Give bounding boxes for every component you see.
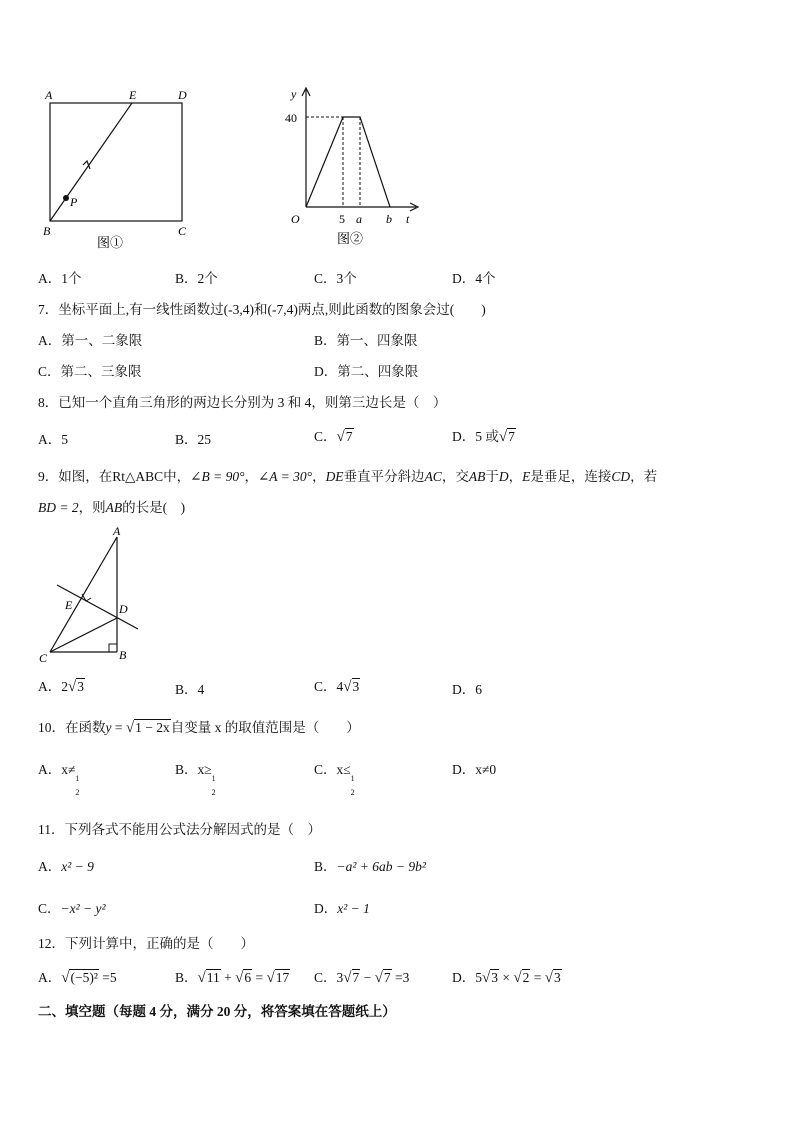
q12-option-b[interactable] <box>175 971 290 986</box>
q10-option-b-label: B．x≥ <box>175 762 212 777</box>
right-angle-b <box>109 644 117 652</box>
figure-1 <box>35 85 205 255</box>
q9-d: D <box>498 469 509 484</box>
label-B: B <box>43 224 51 238</box>
q9-sep: ， <box>244 469 258 484</box>
q6-option-c[interactable]: C．3个 <box>314 271 357 286</box>
q11-option-a-label: A． <box>38 859 62 874</box>
sqrt-2: √2 <box>513 970 530 986</box>
figure-2-caption: 图② <box>337 231 364 246</box>
operator: = <box>530 970 545 985</box>
q9-option-d[interactable]: D．6 <box>452 682 482 697</box>
q8-option-d[interactable] <box>452 430 516 445</box>
q9-text: 于 <box>485 469 499 484</box>
sqrt-3: √3 <box>544 970 561 986</box>
radicand: 7 <box>352 970 360 985</box>
q10-option-a-label: A．x≠ <box>38 762 76 777</box>
q9-text: ，若 <box>630 469 658 484</box>
q9-text: 是垂足，连接 <box>530 469 612 484</box>
q9-option-b[interactable]: B．4 <box>175 682 205 697</box>
q10-option-a[interactable] <box>38 762 83 797</box>
q12-option-c[interactable] <box>314 971 409 986</box>
q8-stem: 8．已知一个直角三角形的两边长分别为 3 和 4，则第三边长是（ ） <box>38 395 447 410</box>
label-a: a <box>356 212 362 226</box>
q7-option-b[interactable]: B．第一、四象限 <box>314 333 418 348</box>
q11-c-expr: −x² − y² <box>60 901 106 916</box>
sqrt-17: √17 <box>266 970 290 986</box>
sqrt-7: √7 <box>336 429 353 445</box>
radicand: 7 <box>508 429 515 444</box>
label-t: t <box>406 212 410 226</box>
label-B: B <box>119 648 127 662</box>
operator: + <box>220 970 236 985</box>
q8-option-c-label: C． <box>314 429 337 444</box>
figure-q9 <box>35 525 150 665</box>
label-D: D <box>178 88 187 102</box>
q9-stem-line2 <box>38 501 185 515</box>
numerator: 1 <box>211 774 216 783</box>
q9-option-c-label: C．4 <box>314 679 344 694</box>
q7-option-d[interactable]: D．第二、四象限 <box>314 364 419 379</box>
q9-text: 9．如图，在Rt△ABC中， <box>38 469 191 484</box>
numerator: 1 <box>350 774 355 783</box>
q11-option-b[interactable] <box>314 860 426 874</box>
radicand: 11 <box>206 970 220 985</box>
fraction-half <box>350 763 359 797</box>
radicand: 3 <box>491 970 498 985</box>
denominator: 2 <box>211 788 216 797</box>
radicand: 3 <box>77 679 84 694</box>
fraction-half <box>211 763 220 797</box>
q10-text: 自变量 x 的取值范围是（ ） <box>170 720 360 735</box>
sqrt-7: √7 <box>343 970 360 986</box>
q10-option-b[interactable] <box>175 762 220 797</box>
q11-option-d[interactable] <box>314 902 370 916</box>
q6-option-b[interactable]: B．2个 <box>175 271 218 286</box>
q7-option-a[interactable]: A．第一、二象限 <box>38 333 143 348</box>
q6-option-d[interactable]: D．4个 <box>452 271 496 286</box>
q12-option-d-label: D．5 <box>452 970 482 985</box>
q9-de: DE <box>325 469 344 484</box>
q9-text: ， <box>508 469 523 484</box>
denominator: 2 <box>75 788 80 797</box>
segment-be <box>50 103 132 221</box>
q11-option-b-label: B． <box>314 859 337 874</box>
denominator: 2 <box>350 788 355 797</box>
q9-option-a[interactable] <box>38 680 85 695</box>
q11-a-expr: x² − 9 <box>61 859 94 874</box>
q10-option-d[interactable]: D．x≠0 <box>452 762 497 777</box>
q9-option-a-label: A．2 <box>38 679 68 694</box>
radicand: 3 <box>553 970 561 985</box>
q10-formula-y: y <box>105 720 112 735</box>
radicand: (−5)² <box>70 970 98 985</box>
sqrt-3: √3 <box>343 679 360 695</box>
label-b: b <box>386 212 392 226</box>
figure-1-caption: 图① <box>97 235 124 250</box>
radicand: 7 <box>345 429 353 444</box>
graph-line <box>306 117 390 207</box>
q8-option-b[interactable]: B．25 <box>175 432 212 447</box>
sqrt-11: √11 <box>197 970 220 986</box>
q9-angle-b: ∠B = 90° <box>190 469 245 484</box>
q11-option-d-label: D． <box>314 901 338 916</box>
q9-ab: AB <box>105 500 123 515</box>
operator: = <box>252 970 267 985</box>
q9-option-c[interactable] <box>314 680 360 695</box>
radicand: 17 <box>275 970 290 985</box>
radicand: 1 − 2x <box>135 720 170 735</box>
numerator: 1 <box>75 774 80 783</box>
q12-stem: 12．下列计算中，正确的是（ ） <box>38 936 254 951</box>
q10-text: 10．在函数 <box>38 720 106 735</box>
q9-ac: AC <box>424 469 442 484</box>
q8-option-a[interactable]: A．5 <box>38 432 68 447</box>
q9-angle-a: ∠A = 30° <box>257 469 313 484</box>
operator: × <box>498 970 514 985</box>
q9-stem-line1 <box>38 470 657 484</box>
sqrt-formula: √1 − 2x <box>125 720 170 736</box>
q8-option-c[interactable] <box>314 430 354 445</box>
q7-stem: 7．坐标平面上,有一线性函数过(-3,4)和(-7,4)两点,则此函数的图象会过( ) <box>38 302 486 317</box>
q7-option-c[interactable]: C．第二、三象限 <box>38 364 142 379</box>
operator: − <box>360 970 375 985</box>
sqrt-3: √3 <box>482 970 498 986</box>
label-D: D <box>119 602 128 616</box>
q10-option-c-label: C．x≤ <box>314 762 351 777</box>
radicand: 7 <box>383 970 391 985</box>
sqrt-7: √7 <box>498 429 515 445</box>
radicand: 3 <box>352 679 360 694</box>
q6-option-a[interactable]: A．1个 <box>38 271 82 286</box>
q11-option-c[interactable] <box>38 902 106 916</box>
sqrt-7: √7 <box>374 970 391 986</box>
q9-ab: AB <box>468 469 486 484</box>
label-P: P <box>70 195 78 209</box>
q10-option-c[interactable] <box>314 762 359 797</box>
label-C: C <box>178 224 187 238</box>
q9-sep: ， <box>312 469 326 484</box>
q12-a-rest: =5 <box>98 970 117 985</box>
q11-option-a[interactable] <box>38 860 94 874</box>
q10-stem <box>38 721 360 736</box>
fraction-half <box>75 763 83 797</box>
q11-d-expr: x² − 1 <box>337 901 370 916</box>
sqrt-6: √6 <box>235 970 252 986</box>
q9-bd-eq: BD = 2 <box>38 500 79 515</box>
radicand: 2 <box>522 970 530 985</box>
q11-option-c-label: C． <box>38 901 61 916</box>
label-E: E <box>65 598 73 612</box>
label-A: A <box>45 88 53 102</box>
q12-option-d[interactable] <box>452 971 562 986</box>
label-y: y <box>291 87 297 101</box>
q12-option-c-label: C．3 <box>314 970 344 985</box>
sqrt-3: √3 <box>68 679 84 695</box>
q9-text: ，交 <box>441 469 469 484</box>
label-A: A <box>113 525 121 538</box>
q9-cd: CD <box>611 469 631 484</box>
sqrt-expr: √(−5)² <box>61 970 98 986</box>
q11-b-expr: −a² + 6ab − 9b² <box>336 859 426 874</box>
q9-text: 的长是( ) <box>122 500 186 515</box>
q9-text: ，则 <box>78 500 106 515</box>
label-5: 5 <box>339 212 345 226</box>
radicand: 6 <box>244 970 252 985</box>
q12-option-a[interactable] <box>38 971 117 986</box>
q9-e: E <box>522 469 531 484</box>
q10-formula-eq: = <box>111 720 126 735</box>
label-40: 40 <box>285 111 297 125</box>
label-C: C <box>39 651 48 665</box>
operator: =3 <box>391 970 410 985</box>
q12-option-a-label: A． <box>38 970 62 985</box>
figure-2 <box>280 82 430 252</box>
q9-text: 垂直平分斜边 <box>343 469 425 484</box>
label-O: O <box>291 212 300 226</box>
section-2-heading: 二、填空题（每题 4 分，满分 20 分，将答案填在答题纸上） <box>38 1004 396 1019</box>
q11-stem: 11．下列各式不能用公式法分解因式的是（ ） <box>38 822 321 837</box>
point-p <box>63 195 69 201</box>
q12-option-b-label: B． <box>175 970 198 985</box>
label-E: E <box>129 88 137 102</box>
q8-option-d-label: D．5 或 <box>452 429 499 444</box>
